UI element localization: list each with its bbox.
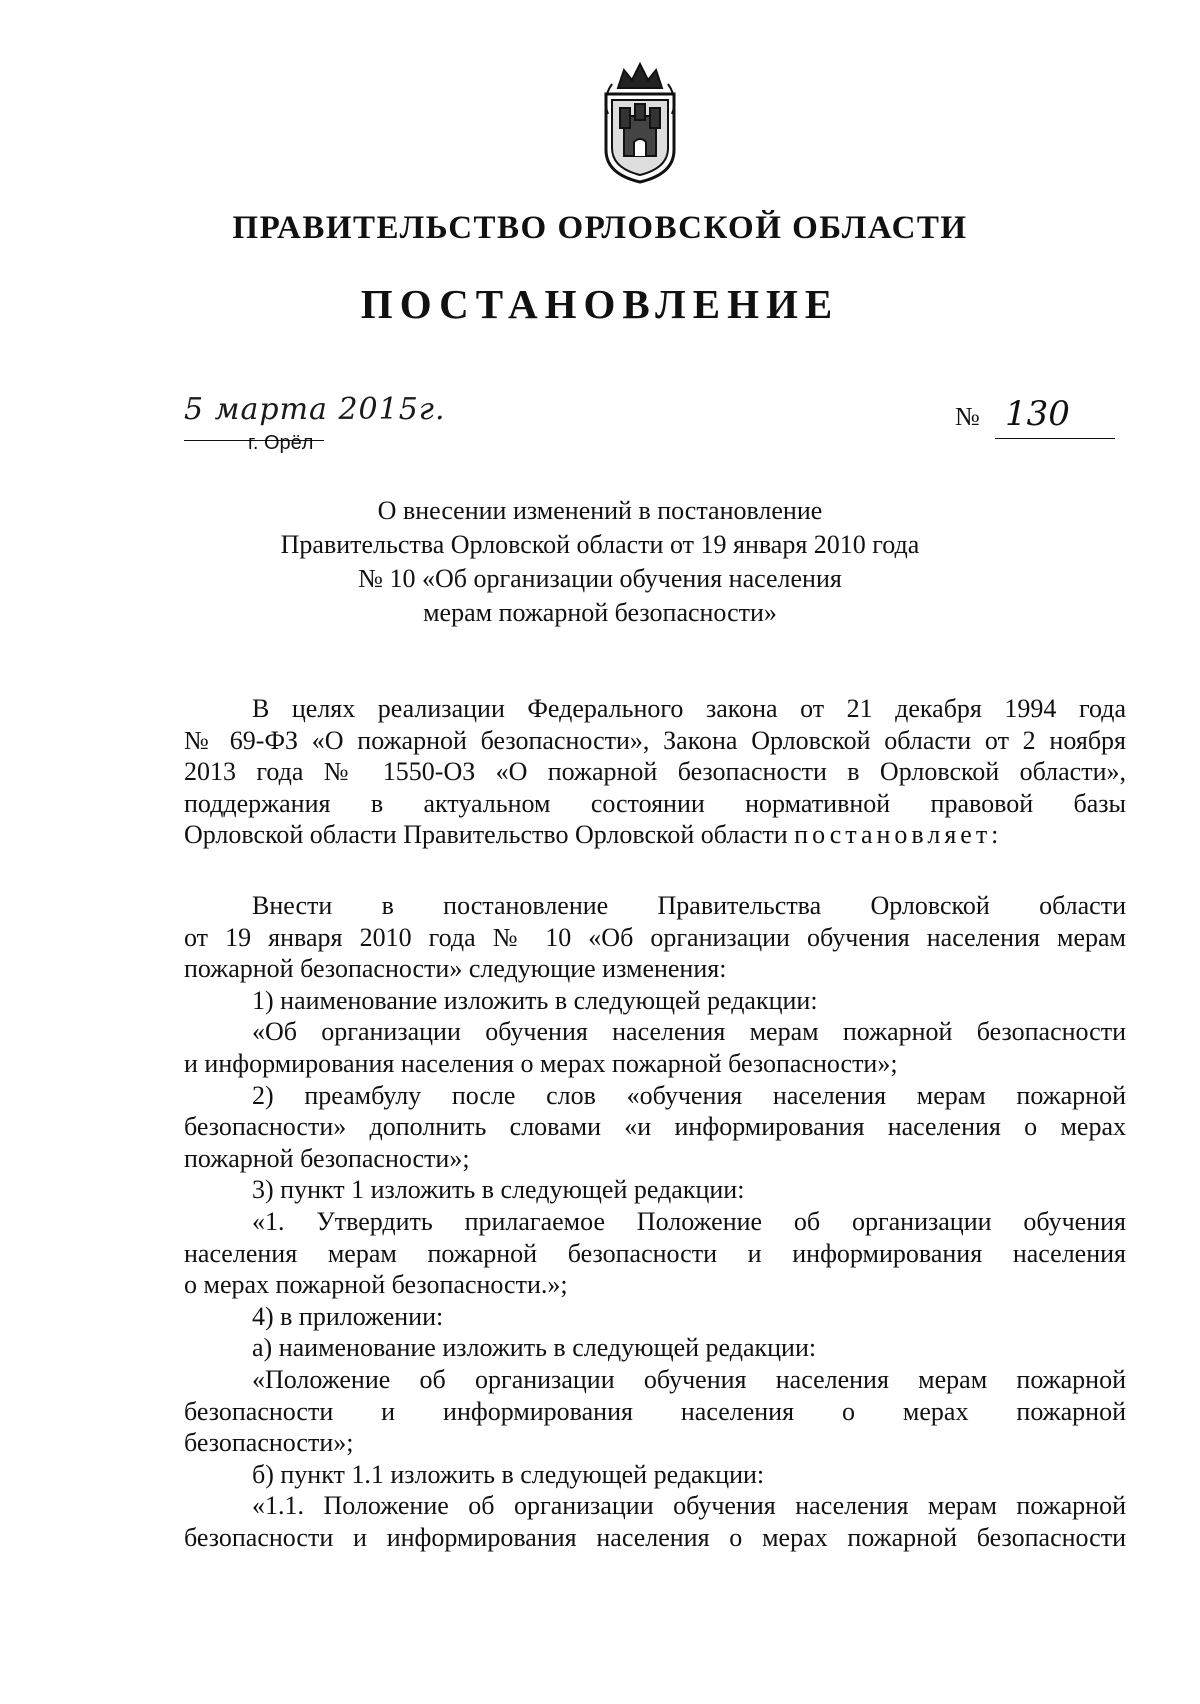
subject-line: О внесении изменений в постановление	[377, 496, 823, 525]
subject-line: № 10 «Об организации обучения населения	[358, 564, 842, 593]
preamble-paragraph	[184, 693, 1126, 851]
paragraph	[184, 890, 1126, 985]
date-block	[184, 392, 484, 472]
document-number-block	[955, 394, 1115, 448]
preamble-line: 2013 года № 1550-ОЗ «О пожарной безопасности в Орловской области»,	[184, 757, 1126, 787]
preamble-line	[184, 819, 1126, 851]
paragraph	[184, 1080, 1126, 1175]
preamble-line: В целях реализации Федерального закона от 21 декабря 1994 года	[252, 694, 1126, 723]
preamble-line: № 69-ФЗ «О пожарной безопасности», Закона Орловской области от 2 ноября	[184, 725, 1126, 755]
subject-line: Правительства Орловской области от 19 января 2010 года	[280, 530, 920, 559]
decree-body	[184, 890, 1126, 1553]
text-line: «Положение об организации обучения населения мерам пожарной	[252, 1364, 1126, 1394]
paragraph	[184, 1332, 1126, 1364]
resolves-word: постановляет:	[794, 820, 1003, 850]
text-line: 3) пункт 1 изложить в следующей редакции:	[252, 1175, 745, 1205]
text-line: безопасности и информирования населения о мерах пожарной	[184, 1396, 1126, 1426]
text-line: населения мерам пожарной безопасности и информирования населения	[184, 1238, 1126, 1268]
paragraph	[184, 1364, 1126, 1459]
preamble-last-text: Орловской области Правительство Орловской области	[184, 820, 788, 850]
text-line: 2) преамбулу после слов «обучения населения мерам пожарной	[252, 1080, 1126, 1110]
text-line: безопасности» дополнить словами «и информирования населения о мерах	[184, 1112, 1126, 1142]
number-sign: №	[955, 402, 980, 431]
text-line: пожарной безопасности»;	[184, 1143, 470, 1173]
text-line: 4) в приложении:	[252, 1301, 444, 1331]
paragraph	[184, 1301, 1126, 1333]
text-line: безопасности и информирования населения о мерах пожарной безопасности	[184, 1522, 1126, 1552]
text-line: 1) наименование изложить в следующей редакции:	[252, 985, 818, 1015]
text-line: от 19 января 2010 года № 10 «Об организации обучения населения мерам	[184, 922, 1126, 952]
coat-of-arms-icon	[598, 58, 682, 184]
text-line: «1.1. Положение об организации обучения населения мерам пожарной	[252, 1491, 1126, 1521]
number-underline	[995, 438, 1115, 439]
subject-line: мерам пожарной безопасности»	[423, 598, 777, 627]
text-line: Внести в постановление Правительства Орловской области	[252, 891, 1126, 920]
paragraph	[184, 1206, 1126, 1301]
paragraph	[184, 1174, 1126, 1206]
text-line: б) пункт 1.1 изложить в следующей редакции:	[252, 1459, 765, 1489]
text-line: безопасности»;	[184, 1428, 354, 1458]
text-line: пожарной безопасности» следующие изменения:	[184, 954, 727, 984]
handwritten-date: 5 марта 2015г.	[184, 392, 446, 427]
text-line: «1. Утвердить прилагаемое Положение об организации обучения	[252, 1206, 1126, 1236]
city-label: г. Орёл	[248, 432, 314, 454]
document-subject	[200, 494, 1000, 630]
paragraph	[184, 1016, 1126, 1079]
text-line: о мерах пожарной безопасности.»;	[184, 1270, 568, 1300]
organization-title: ПРАВИТЕЛЬСТВО ОРЛОВСКОЙ ОБЛАСТИ	[232, 210, 968, 246]
text-line: «Об организации обучения населения мерам пожарной безопасности	[252, 1017, 1126, 1047]
preamble-line: поддержания в актуальном состоянии нормативной правовой базы	[184, 788, 1126, 818]
text-line: и информирования населения о мерах пожарной безопасности»;	[184, 1048, 898, 1078]
paragraph	[184, 1459, 1126, 1491]
text-line: а) наименование изложить в следующей редакции:	[252, 1333, 817, 1363]
paragraph	[184, 985, 1126, 1017]
paragraph	[184, 1490, 1126, 1553]
handwritten-number: 130	[1005, 394, 1070, 434]
document-type-title: ПОСТАНОВЛЕНИЕ	[360, 281, 840, 327]
